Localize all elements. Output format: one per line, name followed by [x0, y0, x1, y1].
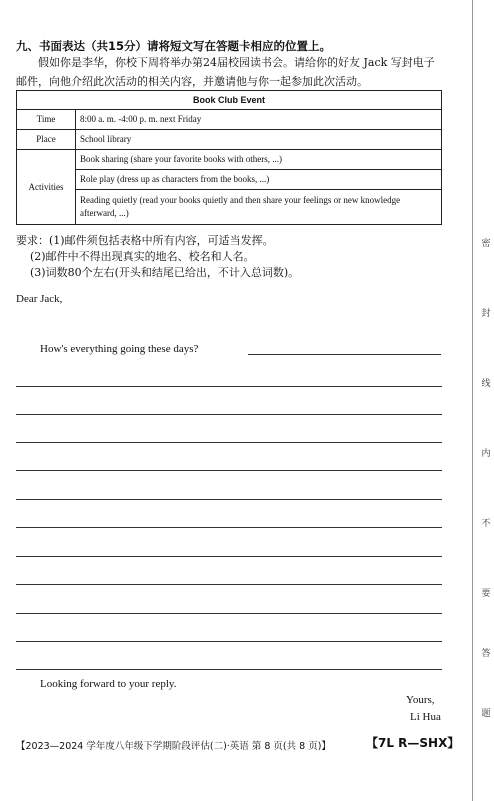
answer-line[interactable] — [16, 527, 442, 528]
requirement-2: (2)邮件中不得出现真实的地名、校名和人名。 — [30, 250, 255, 263]
seal-char: 题 — [481, 709, 491, 719]
table-header: Book Club Event — [17, 91, 442, 110]
table-row — [17, 170, 442, 190]
row-value-time: 8:00 a. m. -4:00 p. m. next Friday — [76, 110, 442, 130]
answer-line[interactable] — [16, 386, 442, 387]
activity-book-sharing: Book sharing (share your favorite books with others, ...) — [76, 150, 442, 170]
seal-char: 线 — [481, 379, 491, 389]
seal-char: 答 — [481, 649, 491, 659]
answer-line[interactable] — [16, 470, 442, 471]
activity-reading-line-2: afterward, ...) — [80, 208, 129, 218]
answer-line[interactable] — [16, 669, 442, 670]
letter-closing: Looking forward to your reply. — [40, 678, 177, 690]
letter-opening: How's everything going these days? — [40, 343, 199, 355]
activity-reading-quietly — [76, 190, 442, 225]
answer-line[interactable] — [16, 613, 442, 614]
page-footer: 【2023—2024 学年度八年级下学期阶段评估(二)·英语 第 8 页(共 8 页)】 — [16, 741, 331, 752]
answer-line[interactable] — [248, 353, 441, 355]
table-row — [17, 130, 442, 150]
seal-line — [472, 0, 473, 801]
exam-code: 【7L R—SHX】 — [366, 736, 460, 750]
seal-char: 不 — [481, 519, 491, 529]
table-row — [17, 110, 442, 130]
row-label-activities: Activities — [17, 150, 76, 225]
letter-signoff: Yours, — [406, 694, 435, 706]
requirement-1: 要求：(1)邮件须包括表格中所有内容，可适当发挥。 — [16, 234, 274, 247]
letter-name: Li Hua — [410, 711, 441, 723]
answer-line[interactable] — [16, 442, 442, 443]
answer-line[interactable] — [16, 556, 442, 557]
seal-char: 内 — [481, 449, 491, 459]
table-row — [17, 190, 442, 225]
seal-char: 要 — [481, 589, 491, 599]
row-label-time: Time — [17, 110, 76, 130]
book-club-table — [16, 90, 442, 225]
answer-line[interactable] — [16, 414, 442, 415]
answer-line[interactable] — [16, 584, 442, 585]
instruction-line-2: 邮件，向他介绍此次活动的相关内容，并邀请他与你一起参加此次活动。 — [16, 75, 368, 88]
table-row — [17, 150, 442, 170]
activity-reading-line-1: Reading quietly (read your books quietly and then share your feelings or new knowledge — [80, 195, 401, 205]
answer-line[interactable] — [16, 641, 442, 642]
seal-char: 封 — [481, 309, 491, 319]
row-value-place: School library — [76, 130, 442, 150]
section-title: 九、书面表达（共15分）请将短文写在答题卡相应的位置上。 — [16, 39, 332, 53]
activity-role-play: Role play (dress up as characters from the books, ...) — [76, 170, 442, 190]
row-label-place: Place — [17, 130, 76, 150]
instruction-line-1: 假如你是李华，你校下周将举办第24届校园读书会。请给你的好友 Jack 写封电子 — [38, 56, 435, 69]
requirement-3: (3)词数80个左右(开头和结尾已给出，不计入总词数)。 — [30, 266, 300, 279]
seal-char: 密 — [481, 239, 491, 249]
answer-line[interactable] — [16, 499, 442, 500]
letter-greeting: Dear Jack, — [16, 293, 63, 305]
instruction-paragraph — [16, 53, 444, 91]
